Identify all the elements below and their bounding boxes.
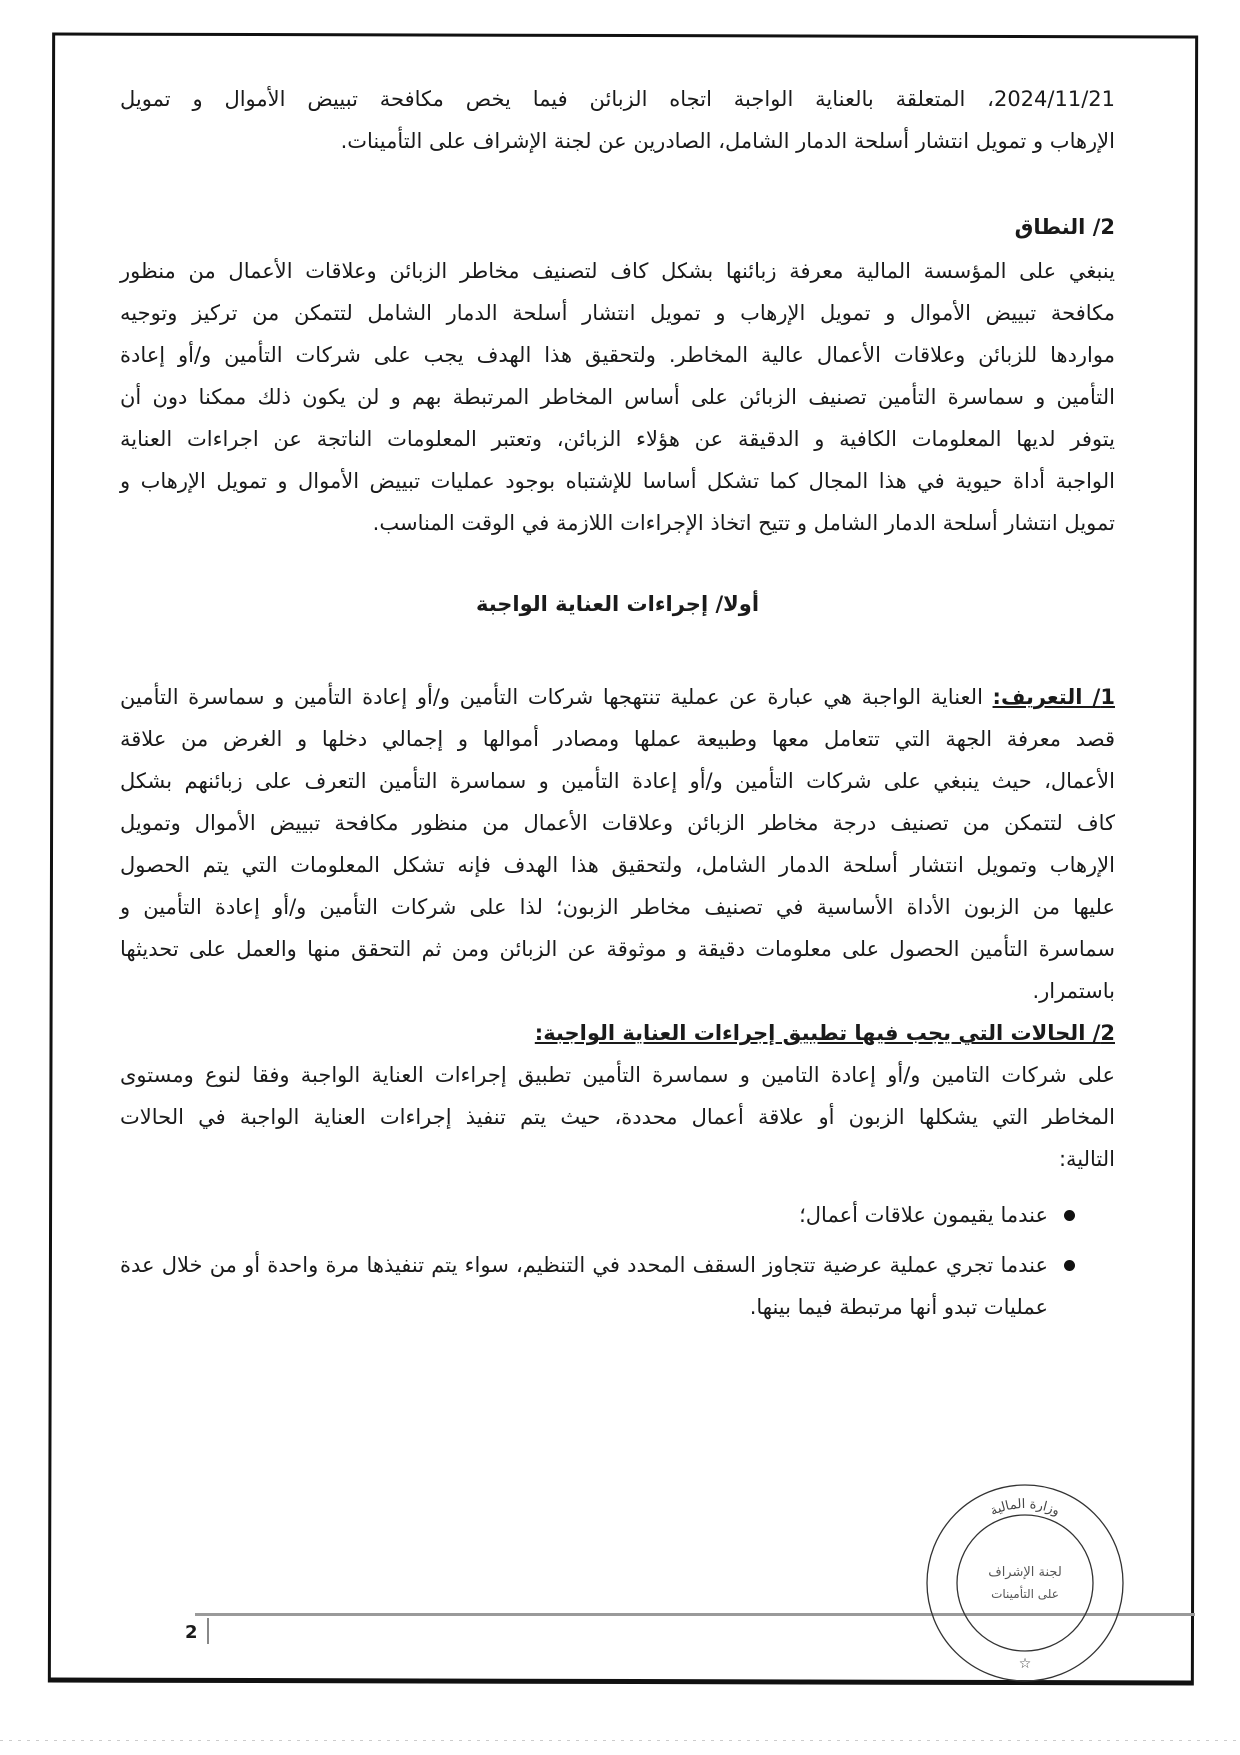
text-line: التأمين و سماسرة التأمين تصنيف الزبائن على أساس المخاطر المرتبطة بهم و لن يكون ذلك ممكنا دون أن xyxy=(120,385,1115,409)
stamp-inner-ring xyxy=(957,1515,1093,1651)
text-line: كاف لتتمكن من تصنيف درجة مخاطر الزبائن وعلاقات الأعمال من منظور مكافحة تبييض الأموال وتمويل xyxy=(120,811,1115,835)
text-line: الإرهاب و تمويل انتشار أسلحة الدمار الشامل، الصادرين عن لجنة الإشراف على التأمينات. xyxy=(340,129,1115,153)
text-line xyxy=(120,676,1115,718)
definition-first-line: العناية الواجبة هي عبارة عن عملية تنتهجها شركات التأمين و/أو إعادة التأمين و سماسرة التأمين xyxy=(120,685,993,709)
section-one-heading: أولا/ إجراءات العناية الواجبة xyxy=(475,592,760,616)
stamp-outer-text: وزارة المالية xyxy=(988,1496,1062,1520)
text-line: الواجبة أداة حيوية في هذا المجال كما تشكل أساسا للإشتباه بوجود عمليات تبييض الأموال و تمويل الإرهاب و xyxy=(120,469,1115,493)
intro-paragraph xyxy=(120,78,1115,162)
official-stamp-icon xyxy=(920,1478,1130,1688)
bullet-text: عندما يقيمون علاقات أعمال؛ xyxy=(799,1203,1048,1227)
text-line: يتوفر لديها المعلومات الكافية و الدقيقة عن هؤلاء الزبائن، وتعتبر المعلومات الناتجة عن اجراءات العناية xyxy=(120,427,1115,451)
text-line: 2024/11/21، المتعلقة بالعناية الواجبة اتجاه الزبائن فيما يخص مكافحة تبييض الأموال و تمويل xyxy=(120,87,1115,111)
stamp-star-icon: ☆ xyxy=(1018,1656,1032,1672)
definition-paragraph xyxy=(120,676,1115,1012)
text-line: تمويل انتشار أسلحة الدمار الشامل و تتيح اتخاذ الإجراءات اللازمة في الوقت المناسب. xyxy=(372,511,1115,535)
text-line: مواردها للزبائن وعلاقات الأعمال عالية المخاطر. ولتحقيق هذا الهدف يجب على شركات التأمين و/أو إعادة xyxy=(120,343,1115,367)
text-line: الأعمال، حيث ينبغي على شركات التأمين و/أو إعادة التأمين و سماسرة التأمين التعرف على زبائنهم بشكل xyxy=(120,769,1115,793)
bullet-item xyxy=(120,1244,1075,1328)
bullet-dot-icon xyxy=(1064,1260,1075,1271)
cases-heading: 2/ الحالات التي يجب فيها تطبيق إجراءات العناية الواجبة: xyxy=(534,1021,1115,1045)
cases-paragraph xyxy=(120,1054,1115,1180)
text-line: سماسرة التأمين الحصول على معلومات دقيقة و موثوقة عن الزبائن ومن ثم التحقق منها والعمل على تحديثها xyxy=(120,937,1115,961)
page-number-separator xyxy=(207,1618,209,1644)
stamp-inner-line-2: على التأمينات xyxy=(991,1587,1059,1601)
text-line: التالية: xyxy=(1058,1147,1115,1171)
bullet-text: عندما تجري عملية عرضية تتجاوز السقف المحدد في التنظيم، سواء يتم تنفيذها مرة واحدة أو من خلال عدة عمليات تبدو أنها مرتبطة فيما بينها. xyxy=(120,1253,1048,1319)
definition-label: 1/ التعريف: xyxy=(992,685,1115,709)
bullet-item xyxy=(120,1194,1075,1236)
scope-paragraph xyxy=(120,250,1115,544)
text-line: الإرهاب وتمويل انتشار أسلحة الدمار الشامل، ولتحقيق هذا الهدف فإنه تشكل المعلومات التي يتم الحصول xyxy=(120,853,1115,877)
text-line: مكافحة تبييض الأموال و تمويل الإرهاب و تمويل انتشار أسلحة الدمار الشامل لتتمكن من تركيز وتوجيه xyxy=(120,301,1115,325)
stamp-inner-line-1: لجنة الإشراف xyxy=(988,1565,1062,1580)
text-line: على شركات التامين و/أو إعادة التامين و سماسرة التأمين تطبيق إجراءات العناية الواجبة وفقا لنوع ومستوى xyxy=(120,1063,1115,1087)
text-line: المخاطر التي يشكلها الزبون أو علاقة أعمال محددة، حيث يتم تنفيذ إجراءات العناية الواجبة في الحالات xyxy=(120,1105,1115,1129)
text-line: باستمرار. xyxy=(1032,979,1115,1003)
page-number: 2 xyxy=(185,1622,198,1643)
text-line: عليها من الزبون الأداة الأساسية في تصنيف مخاطر الزبون؛ لذا على شركات التأمين و/أو إعادة التأمين و xyxy=(120,895,1115,919)
scan-artifact-line xyxy=(0,1740,1240,1741)
document-body xyxy=(120,78,1115,1328)
text-line: ينبغي على المؤسسة المالية معرفة زبائنها بشكل كاف لتصنيف مخاطر الزبائن وعلاقات الأعمال من منظور xyxy=(120,259,1115,283)
bullet-dot-icon xyxy=(1064,1210,1075,1221)
scope-heading: 2/ النطاق xyxy=(1014,215,1115,239)
text-line: قصد معرفة الجهة التي تتعامل معها وطبيعة عملها ومصادر أموالها و إجمالي دخلها و الغرض من علاقة xyxy=(120,727,1115,751)
